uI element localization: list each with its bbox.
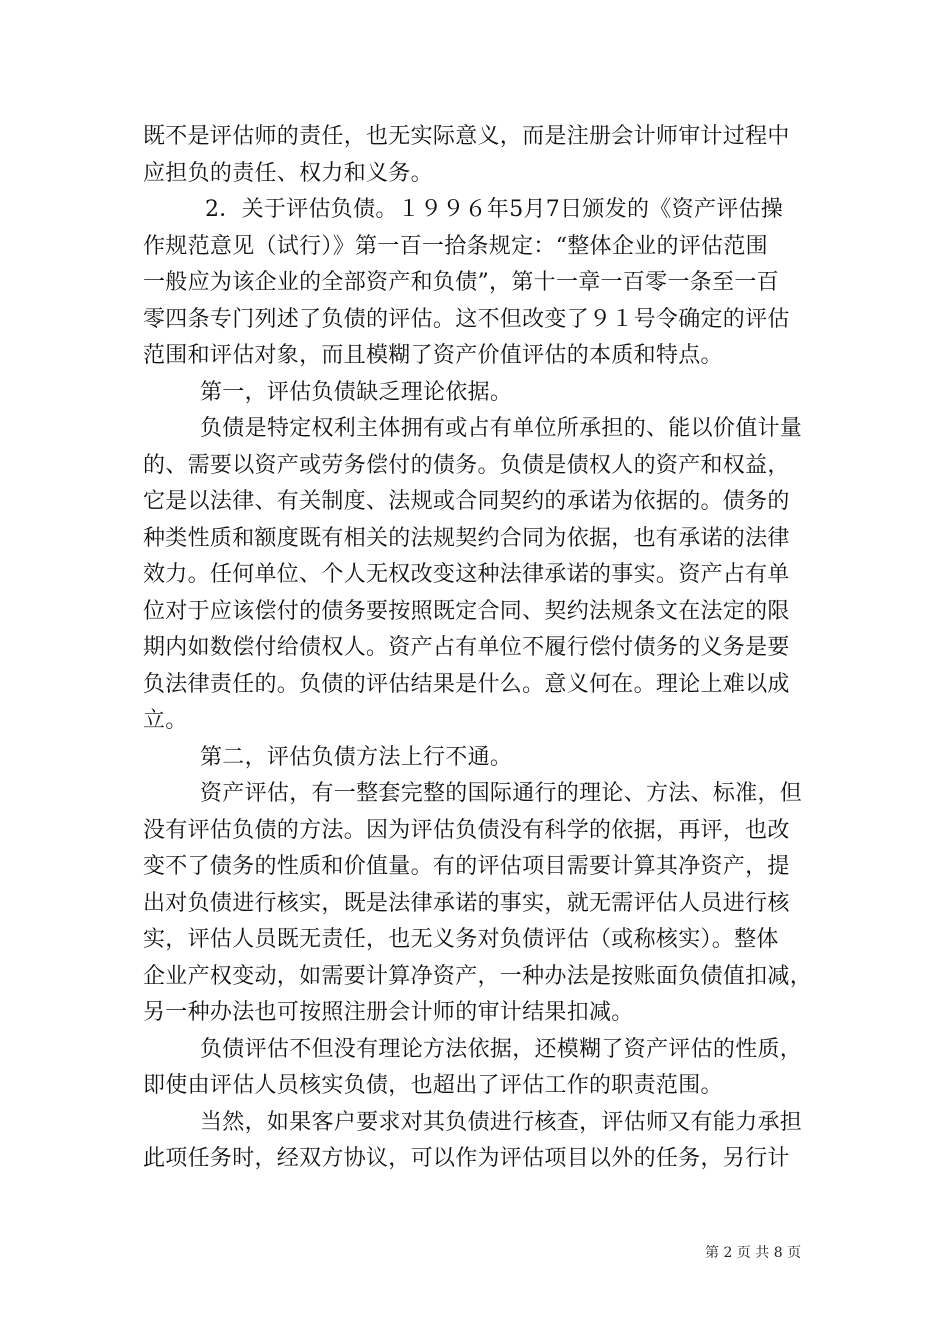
text-line: 实，评估人员既无责任，也无义务对负债评估（或称核实）。整体 — [143, 927, 779, 952]
point-heading-second: 第二，评估负债方法上行不通。 — [200, 744, 513, 770]
paragraph-start: 资产评估，有一整套完整的国际通行的理论、方法、标准，但 — [200, 781, 803, 806]
point-heading-first: 第一，评估负债缺乏理论依据。 — [200, 379, 513, 405]
text-line: 既不是评估师的责任，也无实际意义，而是注册会计师审计过程中 — [143, 124, 790, 149]
page-number-footer: 第 2 页 共 8 页 — [705, 1245, 802, 1261]
text-line: 出对负债进行核实，既是法律承诺的事实，就无需评估人员进行核 — [143, 890, 790, 916]
text-line: 变不了债务的性质和价值量。有的评估项目需要计算其净资产，提 — [143, 854, 790, 879]
text-line: 种类性质和额度既有相关的法规契约合同为依据，也有承诺的法律 — [143, 525, 790, 551]
paragraph-start: 负债是特定权利主体拥有或占有单位所承担的、能以价值计量 — [200, 416, 803, 441]
text-line: 没有评估负债的方法。因为评估负债没有科学的依据，再评，也改 — [143, 817, 790, 843]
text-line: 即使由评估人员核实负债，也超出了评估工作的职责范围。 — [143, 1073, 723, 1098]
paragraph-start: 负债评估不但没有理论方法依据，还模糊了资产评估的性质， — [200, 1036, 803, 1062]
text-line: 位对于应该偿付的债务要按照既定合同、契约法规条文在法定的限 — [143, 598, 790, 624]
page-body — [143, 119, 829, 1178]
text-line: 效力。任何单位、个人无权改变这种法律承诺的事实。资产占有单 — [143, 562, 790, 587]
text-line: 负法律责任的。负债的评估结果是什么。意义何在。理论上难以成 — [143, 671, 790, 697]
text-line: 此项任务时，经双方协议，可以作为评估项目以外的任务，另行计 — [143, 1146, 790, 1171]
text-line: 期内如数偿付给债权人。资产占有单位不履行偿付债务的义务是要 — [143, 635, 790, 660]
text-line: 范围和评估对象，而且模糊了资产价值评估的本质和特点。 — [143, 343, 723, 368]
text-line: 一般应为该企业的全部资产和负债”，第十一章一百零一条至一百 — [143, 270, 779, 295]
text-line: 它是以法律、有关制度、法规或合同契约的承诺为依据的。债务的 — [143, 489, 790, 514]
paragraph-start: 当然，如果客户要求对其负债进行核查，评估师又有能力承担 — [200, 1109, 803, 1135]
text-line: 应担负的责任、权力和义务。 — [143, 160, 433, 186]
text-line: 另一种办法也可按照注册会计师的审计结果扣减。 — [143, 1000, 634, 1025]
text-line: 作规范意见（试行）》第一百一拾条规定：“整体企业的评估范围 — [143, 233, 768, 259]
text-line: 的、需要以资产或劳务偿付的债务。负债是债权人的资产和权益， — [143, 452, 790, 478]
text-line: 立。 — [143, 708, 188, 733]
section-heading-2: 2．关于评估负债。１９９６年5月7日颁发的《资产评估操 — [205, 197, 784, 222]
text-line: 企业产权变动，如需要计算净资产，一种办法是按账面负债值扣减， — [143, 963, 813, 989]
text-line: 零四条专门列述了负债的评估。这不但改变了９１号令确定的评估 — [143, 306, 790, 332]
